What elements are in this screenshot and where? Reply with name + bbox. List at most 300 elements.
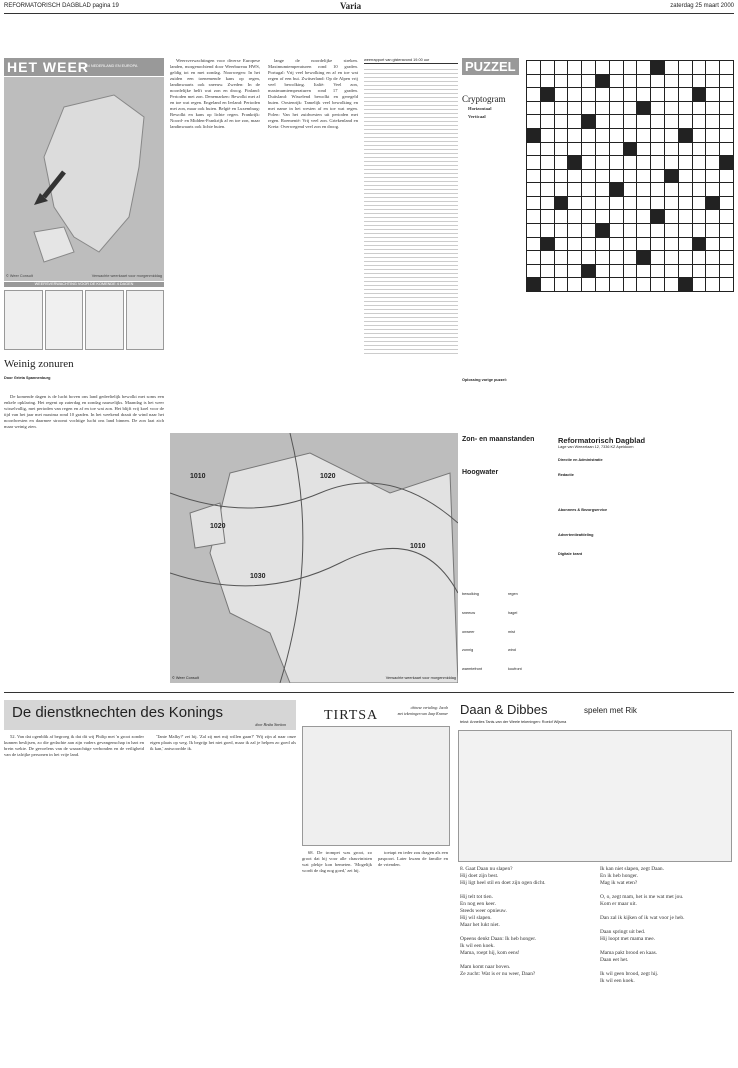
crossword-cell[interactable] bbox=[568, 129, 581, 142]
crossword-cell[interactable] bbox=[637, 238, 650, 251]
crossword-cell[interactable] bbox=[596, 278, 609, 291]
crossword-cell[interactable] bbox=[568, 61, 581, 74]
crossword-cell[interactable] bbox=[568, 115, 581, 128]
crossword-cell[interactable] bbox=[651, 143, 664, 156]
legend-item: wind bbox=[508, 648, 516, 653]
crossword-cell[interactable] bbox=[596, 170, 609, 183]
crossword-cell[interactable] bbox=[610, 88, 623, 101]
crossword-cell[interactable] bbox=[527, 170, 540, 183]
crossword-cell[interactable] bbox=[555, 88, 568, 101]
crossword-cell[interactable] bbox=[527, 224, 540, 237]
crossword-cell[interactable] bbox=[541, 75, 554, 88]
colophon-section: Digitale krant bbox=[558, 552, 583, 556]
legend-item: hagel bbox=[508, 610, 518, 615]
crossword-cell[interactable] bbox=[624, 115, 637, 128]
crossword-cell[interactable] bbox=[651, 197, 664, 210]
crossword-cell[interactable] bbox=[720, 210, 733, 223]
crossword-cell[interactable] bbox=[527, 278, 540, 291]
crossword-cell[interactable] bbox=[651, 88, 664, 101]
crossword-cell[interactable] bbox=[541, 156, 554, 169]
crossword-cell[interactable] bbox=[679, 102, 692, 115]
crossword-cell[interactable] bbox=[720, 238, 733, 251]
tirtsa-credit: chinese vertaling: Jacob bbox=[410, 706, 448, 710]
legend-item: bewolking bbox=[462, 592, 479, 596]
crossword-cell[interactable] bbox=[527, 238, 540, 251]
crossword-cell[interactable] bbox=[568, 265, 581, 278]
crossword-cell[interactable] bbox=[624, 156, 637, 169]
header-rule bbox=[4, 13, 734, 14]
forecast-days-grid bbox=[4, 290, 164, 350]
crossword-cell[interactable] bbox=[720, 265, 733, 278]
crossword-cell[interactable] bbox=[706, 224, 719, 237]
crossword-cell[interactable] bbox=[624, 61, 637, 74]
crossword-cell[interactable] bbox=[720, 129, 733, 142]
crossword-cell[interactable] bbox=[706, 156, 719, 169]
crossword-cell[interactable] bbox=[665, 129, 678, 142]
crossword-cell[interactable] bbox=[637, 61, 650, 74]
crossword-cell[interactable] bbox=[624, 224, 637, 237]
crossword-cell[interactable] bbox=[637, 129, 650, 142]
crossword-cell[interactable] bbox=[651, 210, 664, 223]
crossword-cell[interactable] bbox=[596, 210, 609, 223]
crossword-cell[interactable] bbox=[610, 278, 623, 291]
daan-credit: tekst: Annelies Tanis-van der Weele tekeningen: Roelof Wijsma bbox=[460, 720, 567, 724]
crossword-cell[interactable] bbox=[665, 197, 678, 210]
crossword-cell[interactable] bbox=[720, 88, 733, 101]
crossword-cell[interactable] bbox=[637, 183, 650, 196]
crossword-cell[interactable] bbox=[665, 102, 678, 115]
netherlands-map bbox=[4, 77, 164, 281]
daan-text-1: 8. Gaat Daan nu slapen? Hij doet zijn best. Hij ligt heel stil en doet zijn ogen dicht. Hij telt tot tien. En nog een keer. Steeds weer opnieuw. Hij wil slapen. Maar het lukt niet. Opeens denkt Daan: Ik heb honger. Ik wil een koek. Mama, roept hij, kom eens! Mam komt naar boven. Ze zucht: Wat is er nu weer, Daan? bbox=[460, 866, 546, 977]
crossword-cell[interactable] bbox=[706, 170, 719, 183]
crossword-cell[interactable] bbox=[527, 115, 540, 128]
crossword-cell[interactable] bbox=[541, 278, 554, 291]
forecast-day bbox=[85, 290, 124, 350]
crossword-cell[interactable] bbox=[706, 115, 719, 128]
crossword-cell[interactable] bbox=[720, 75, 733, 88]
crossword-cell[interactable] bbox=[568, 210, 581, 223]
crossword-cell[interactable] bbox=[582, 88, 595, 101]
crossword-cell[interactable] bbox=[541, 170, 554, 183]
crossword-cell[interactable] bbox=[679, 224, 692, 237]
weather-headline: Weinig zonuren bbox=[4, 358, 74, 370]
crossword-cell[interactable] bbox=[706, 251, 719, 264]
crossword-cell[interactable] bbox=[610, 183, 623, 196]
crossword-cell[interactable] bbox=[637, 265, 650, 278]
crossword-cell[interactable] bbox=[555, 251, 568, 264]
crossword-cell[interactable] bbox=[665, 156, 678, 169]
puzzle-across-head: Horizontaal bbox=[468, 106, 492, 111]
europe-forecast-text: Weersverwachtingen voor diverse Europese landen, morgenochtend door Weerbureau HWS, geldig tot en met zondag. Noorwegen: In het zuiden een toenemende kans op regen, landinwaarts ook sneeuw. Zweden: In de noordelijke helft wat zon en droog. Finland: Perioden met zon. Denemarken: Bewolkt met af en toe wat regen. Engeland en Ierland: Perioden met zon, maar ook buien. België en Luxemburg: Bewolkt en kans op lichte regen. Frankrijk: Noord- en Midden-Frankrijk af en toe zon, maar landinwaarts ook lichte buien. bbox=[170, 58, 260, 129]
crossword-cell[interactable] bbox=[624, 143, 637, 156]
crossword-cell[interactable] bbox=[637, 156, 650, 169]
crossword-cell[interactable] bbox=[610, 129, 623, 142]
crossword-cell[interactable] bbox=[693, 251, 706, 264]
crossword-cell[interactable] bbox=[693, 224, 706, 237]
crossword-cell[interactable] bbox=[637, 210, 650, 223]
crossword-cell[interactable] bbox=[568, 251, 581, 264]
europe-forecast-col1 bbox=[170, 58, 260, 458]
crossword-cell[interactable] bbox=[637, 224, 650, 237]
crossword-cell[interactable] bbox=[582, 61, 595, 74]
legend-item: koufront bbox=[508, 667, 522, 672]
crossword-cell[interactable] bbox=[624, 170, 637, 183]
crossword-cell[interactable] bbox=[720, 61, 733, 74]
crossword-cell[interactable] bbox=[637, 75, 650, 88]
crossword-cell[interactable] bbox=[624, 197, 637, 210]
crossword-cell[interactable] bbox=[720, 251, 733, 264]
tides-block bbox=[462, 436, 552, 586]
crossword-cell[interactable] bbox=[693, 102, 706, 115]
crossword-cell[interactable] bbox=[720, 156, 733, 169]
crossword-cell[interactable] bbox=[693, 75, 706, 88]
crossword-cell[interactable] bbox=[693, 170, 706, 183]
map-credit: © Weer Consult bbox=[6, 274, 33, 278]
crossword-cell[interactable] bbox=[555, 197, 568, 210]
crossword-cell[interactable] bbox=[527, 102, 540, 115]
crossword-cell[interactable] bbox=[679, 88, 692, 101]
daan-text-2: Ik kan niet slapen, zegt Daan. En ik heb honger. Mag ik wat eten? O, o, zegt mam, het is me wat met jou. Kom er maar uit. Dan zal ik kijken of ik wat voor je heb. Daan springt uit bed. Hij loopt met mama mee. Mama pakt brood en kaas. Daan eet het. Ik wil geen brood, zegt hij. Ik wil een koek. bbox=[600, 866, 685, 984]
tirtsa-illustration bbox=[302, 726, 450, 846]
crossword-cell[interactable] bbox=[651, 170, 664, 183]
crossword-cell[interactable] bbox=[693, 278, 706, 291]
crossword-cell[interactable] bbox=[693, 197, 706, 210]
crossword-cell[interactable] bbox=[527, 156, 540, 169]
crossword-cell[interactable] bbox=[568, 238, 581, 251]
crossword-cell[interactable] bbox=[637, 115, 650, 128]
crossword-cell[interactable] bbox=[610, 197, 623, 210]
crossword-cell[interactable] bbox=[527, 183, 540, 196]
crossword-cell[interactable] bbox=[568, 156, 581, 169]
crossword-cell[interactable] bbox=[568, 102, 581, 115]
colophon-section: Redactie bbox=[558, 473, 574, 477]
crossword-cell[interactable] bbox=[651, 224, 664, 237]
crossword-cell[interactable] bbox=[665, 115, 678, 128]
crossword-cell[interactable] bbox=[610, 210, 623, 223]
crossword-cell[interactable] bbox=[624, 183, 637, 196]
crossword-cell[interactable] bbox=[568, 197, 581, 210]
colophon-section: Directie en Administratie bbox=[558, 458, 603, 462]
crossword-cell[interactable] bbox=[706, 238, 719, 251]
crossword-cell[interactable] bbox=[679, 197, 692, 210]
puzzle-down-head: Verticaal bbox=[468, 114, 486, 119]
crossword-cell[interactable] bbox=[582, 265, 595, 278]
crossword-cell[interactable] bbox=[568, 88, 581, 101]
crossword-cell[interactable] bbox=[568, 170, 581, 183]
crossword-cell[interactable] bbox=[541, 197, 554, 210]
crossword-cell[interactable] bbox=[582, 115, 595, 128]
crossword-cell[interactable] bbox=[610, 75, 623, 88]
crossword-cell[interactable] bbox=[706, 129, 719, 142]
crossword-cell[interactable] bbox=[582, 75, 595, 88]
crossword-cell[interactable] bbox=[610, 102, 623, 115]
crossword-cell[interactable] bbox=[679, 75, 692, 88]
crossword-cell[interactable] bbox=[637, 197, 650, 210]
hoogwater-title: Hoogwater bbox=[462, 469, 499, 476]
crossword-cell[interactable] bbox=[568, 75, 581, 88]
isobar-label: 1030 bbox=[250, 573, 266, 580]
crossword-cell[interactable] bbox=[665, 265, 678, 278]
crossword-cell[interactable] bbox=[555, 265, 568, 278]
crossword-cell[interactable] bbox=[568, 183, 581, 196]
crossword-cell[interactable] bbox=[679, 265, 692, 278]
crossword-cell[interactable] bbox=[527, 265, 540, 278]
crossword-cell[interactable] bbox=[582, 156, 595, 169]
crossword-cell[interactable] bbox=[720, 143, 733, 156]
crossword-cell[interactable] bbox=[596, 61, 609, 74]
crossword-cell[interactable] bbox=[665, 170, 678, 183]
crossword-cell[interactable] bbox=[706, 278, 719, 291]
crossword-cell[interactable] bbox=[665, 224, 678, 237]
crossword-cell[interactable] bbox=[596, 88, 609, 101]
crossword-cell[interactable] bbox=[610, 170, 623, 183]
weather-logo: HET WEER bbox=[7, 59, 89, 75]
crossword-cell[interactable] bbox=[651, 156, 664, 169]
crossword-cell[interactable] bbox=[679, 183, 692, 196]
section-rule bbox=[4, 692, 734, 693]
crossword-cell[interactable] bbox=[651, 75, 664, 88]
crossword-cell[interactable] bbox=[527, 88, 540, 101]
crossword-cell[interactable] bbox=[555, 75, 568, 88]
crossword-cell[interactable] bbox=[679, 238, 692, 251]
crossword-cell[interactable] bbox=[610, 115, 623, 128]
crossword-cell[interactable] bbox=[596, 115, 609, 128]
crossword-cell[interactable] bbox=[555, 156, 568, 169]
crossword-cell[interactable] bbox=[679, 210, 692, 223]
crossword-cell[interactable] bbox=[693, 115, 706, 128]
legend-item: regen bbox=[508, 592, 518, 596]
crossword-cell[interactable] bbox=[555, 278, 568, 291]
crossword-cell[interactable] bbox=[706, 143, 719, 156]
puzzle-block bbox=[462, 58, 734, 418]
crossword-grid[interactable] bbox=[526, 60, 734, 292]
crossword-cell[interactable] bbox=[624, 265, 637, 278]
crossword-cell[interactable] bbox=[527, 129, 540, 142]
crossword-cell[interactable] bbox=[527, 197, 540, 210]
crossword-cell[interactable] bbox=[651, 265, 664, 278]
crossword-cell[interactable] bbox=[665, 61, 678, 74]
crossword-cell[interactable] bbox=[637, 88, 650, 101]
crossword-cell[interactable] bbox=[651, 278, 664, 291]
crossword-cell[interactable] bbox=[665, 251, 678, 264]
crossword-cell[interactable] bbox=[679, 156, 692, 169]
crossword-cell[interactable] bbox=[582, 210, 595, 223]
crossword-cell[interactable] bbox=[541, 129, 554, 142]
crossword-cell[interactable] bbox=[555, 183, 568, 196]
crossword-cell[interactable] bbox=[596, 183, 609, 196]
crossword-cell[interactable] bbox=[706, 61, 719, 74]
crossword-cell[interactable] bbox=[527, 210, 540, 223]
crossword-cell[interactable] bbox=[720, 102, 733, 115]
crossword-cell[interactable] bbox=[610, 251, 623, 264]
crossword-cell[interactable] bbox=[624, 278, 637, 291]
crossword-cell[interactable] bbox=[610, 238, 623, 251]
colophon-section: Advertentieafdeling bbox=[558, 533, 594, 537]
crossword-cell[interactable] bbox=[582, 102, 595, 115]
crossword-cell[interactable] bbox=[665, 278, 678, 291]
crossword-cell[interactable] bbox=[651, 251, 664, 264]
crossword-cell[interactable] bbox=[527, 143, 540, 156]
crossword-cell[interactable] bbox=[555, 224, 568, 237]
legend-item: zonnig bbox=[462, 648, 474, 653]
daan-title: Daan & Dibbes bbox=[460, 702, 548, 717]
crossword-cell[interactable] bbox=[596, 238, 609, 251]
crossword-cell[interactable] bbox=[582, 143, 595, 156]
crossword-cell[interactable] bbox=[610, 224, 623, 237]
crossword-cell[interactable] bbox=[541, 102, 554, 115]
crossword-cell[interactable] bbox=[693, 238, 706, 251]
colophon-sub: Lage van Weezelaan 12, 7336 KZ Apeldoorn bbox=[558, 445, 634, 449]
crossword-cell[interactable] bbox=[555, 61, 568, 74]
crossword-cell[interactable] bbox=[596, 143, 609, 156]
crossword-cell[interactable] bbox=[665, 210, 678, 223]
crossword-cell[interactable] bbox=[610, 156, 623, 169]
legend-item: warmtefront bbox=[462, 667, 483, 672]
crossword-cell[interactable] bbox=[624, 238, 637, 251]
crossword-cell[interactable] bbox=[706, 183, 719, 196]
crossword-cell[interactable] bbox=[665, 75, 678, 88]
crossword-cell[interactable] bbox=[651, 61, 664, 74]
crossword-cell[interactable] bbox=[624, 102, 637, 115]
crossword-cell[interactable] bbox=[555, 115, 568, 128]
crossword-cell[interactable] bbox=[693, 265, 706, 278]
forecast-days-title: WEERSVERWACHTING VOOR DE KOMENDE 4 DAGEN bbox=[4, 282, 164, 287]
crossword-cell[interactable] bbox=[596, 102, 609, 115]
crossword-cell[interactable] bbox=[624, 210, 637, 223]
crossword-cell[interactable] bbox=[582, 251, 595, 264]
crossword-cell[interactable] bbox=[665, 88, 678, 101]
crossword-cell[interactable] bbox=[541, 210, 554, 223]
crossword-cell[interactable] bbox=[637, 143, 650, 156]
crossword-cell[interactable] bbox=[720, 224, 733, 237]
crossword-cell[interactable] bbox=[541, 238, 554, 251]
crossword-cell[interactable] bbox=[679, 143, 692, 156]
crossword-cell[interactable] bbox=[610, 265, 623, 278]
crossword-cell[interactable] bbox=[693, 88, 706, 101]
crossword-cell[interactable] bbox=[582, 278, 595, 291]
puzzle-clues bbox=[462, 106, 520, 386]
tirtsa-col-1 bbox=[302, 850, 372, 1064]
crossword-cell[interactable] bbox=[555, 210, 568, 223]
crossword-cell[interactable] bbox=[651, 115, 664, 128]
crossword-cell[interactable] bbox=[637, 170, 650, 183]
crossword-cell[interactable] bbox=[651, 238, 664, 251]
crossword-cell[interactable] bbox=[651, 102, 664, 115]
crossword-cell[interactable] bbox=[582, 129, 595, 142]
crossword-cell[interactable] bbox=[527, 75, 540, 88]
crossword-cell[interactable] bbox=[720, 278, 733, 291]
crossword-cell[interactable] bbox=[665, 238, 678, 251]
crossword-cell[interactable] bbox=[637, 278, 650, 291]
crossword-cell[interactable] bbox=[582, 183, 595, 196]
tirtsa-col-2 bbox=[378, 850, 448, 1064]
crossword-cell[interactable] bbox=[541, 224, 554, 237]
crossword-cell[interactable] bbox=[679, 115, 692, 128]
crossword-cell[interactable] bbox=[665, 183, 678, 196]
crossword-cell[interactable] bbox=[555, 102, 568, 115]
crossword-cell[interactable] bbox=[693, 61, 706, 74]
story-column-1 bbox=[4, 734, 144, 1064]
crossword-cell[interactable] bbox=[720, 115, 733, 128]
crossword-cell[interactable] bbox=[555, 143, 568, 156]
crossword-cell[interactable] bbox=[706, 102, 719, 115]
crossword-cell[interactable] bbox=[706, 75, 719, 88]
crossword-cell[interactable] bbox=[679, 61, 692, 74]
crossword-cell[interactable] bbox=[706, 210, 719, 223]
netherlands-map-shape bbox=[4, 77, 164, 281]
crossword-cell[interactable] bbox=[679, 251, 692, 264]
crossword-cell[interactable] bbox=[555, 129, 568, 142]
crossword-cell[interactable] bbox=[706, 265, 719, 278]
crossword-cell[interactable] bbox=[582, 238, 595, 251]
crossword-cell[interactable] bbox=[541, 115, 554, 128]
crossword-cell[interactable] bbox=[693, 143, 706, 156]
crossword-cell[interactable] bbox=[651, 129, 664, 142]
crossword-cell[interactable] bbox=[610, 143, 623, 156]
crossword-cell[interactable] bbox=[624, 88, 637, 101]
crossword-cell[interactable] bbox=[693, 129, 706, 142]
crossword-cell[interactable] bbox=[679, 278, 692, 291]
crossword-cell[interactable] bbox=[679, 129, 692, 142]
crossword-cell[interactable] bbox=[541, 61, 554, 74]
crossword-cell[interactable] bbox=[596, 265, 609, 278]
crossword-cell[interactable] bbox=[693, 156, 706, 169]
story-text: 52. Van dat ogenblik af begroeg ik dat dit wij Philip met 'n groot zonder kunnen beslijsen, zo die gedachte aan zijn vaders gevangenschap in hart en brein wekte. De gevoelens van de waarachtige verbonden en de veiligheid van de talrijke personen in het vrije land. bbox=[4, 734, 144, 757]
crossword-cell[interactable] bbox=[637, 102, 650, 115]
crossword-cell[interactable] bbox=[693, 183, 706, 196]
crossword-cell[interactable] bbox=[582, 224, 595, 237]
crossword-cell[interactable] bbox=[596, 156, 609, 169]
crossword-cell[interactable] bbox=[596, 197, 609, 210]
crossword-cell[interactable] bbox=[555, 170, 568, 183]
crossword-cell[interactable] bbox=[541, 251, 554, 264]
crossword-cell[interactable] bbox=[527, 251, 540, 264]
crossword-cell[interactable] bbox=[555, 238, 568, 251]
crossword-cell[interactable] bbox=[527, 61, 540, 74]
crossword-cell[interactable] bbox=[568, 278, 581, 291]
crossword-cell[interactable] bbox=[665, 143, 678, 156]
crossword-cell[interactable] bbox=[541, 88, 554, 101]
crossword-cell[interactable] bbox=[720, 170, 733, 183]
crossword-cell[interactable] bbox=[541, 143, 554, 156]
colophon-title: Reformatorisch Dagblad bbox=[558, 436, 646, 445]
crossword-cell[interactable] bbox=[596, 251, 609, 264]
crossword-cell[interactable] bbox=[582, 197, 595, 210]
crossword-cell[interactable] bbox=[596, 224, 609, 237]
crossword-cell[interactable] bbox=[568, 224, 581, 237]
crossword-cell[interactable] bbox=[693, 210, 706, 223]
crossword-cell[interactable] bbox=[568, 143, 581, 156]
crossword-cell[interactable] bbox=[610, 61, 623, 74]
crossword-cell[interactable] bbox=[582, 170, 595, 183]
crossword-cell[interactable] bbox=[624, 75, 637, 88]
crossword-cell[interactable] bbox=[720, 183, 733, 196]
europe-forecast-col2 bbox=[268, 58, 358, 458]
crossword-cell[interactable] bbox=[679, 170, 692, 183]
crossword-cell[interactable] bbox=[624, 129, 637, 142]
crossword-cell[interactable] bbox=[596, 75, 609, 88]
crossword-cell[interactable] bbox=[651, 183, 664, 196]
crossword-cell[interactable] bbox=[596, 129, 609, 142]
cities-table bbox=[364, 58, 458, 358]
crossword-cell[interactable] bbox=[624, 251, 637, 264]
crossword-cell[interactable] bbox=[541, 183, 554, 196]
crossword-cell[interactable] bbox=[541, 265, 554, 278]
crossword-cell[interactable] bbox=[706, 88, 719, 101]
crossword-cell[interactable] bbox=[720, 197, 733, 210]
crossword-cell[interactable] bbox=[706, 197, 719, 210]
crossword-cell[interactable] bbox=[637, 251, 650, 264]
